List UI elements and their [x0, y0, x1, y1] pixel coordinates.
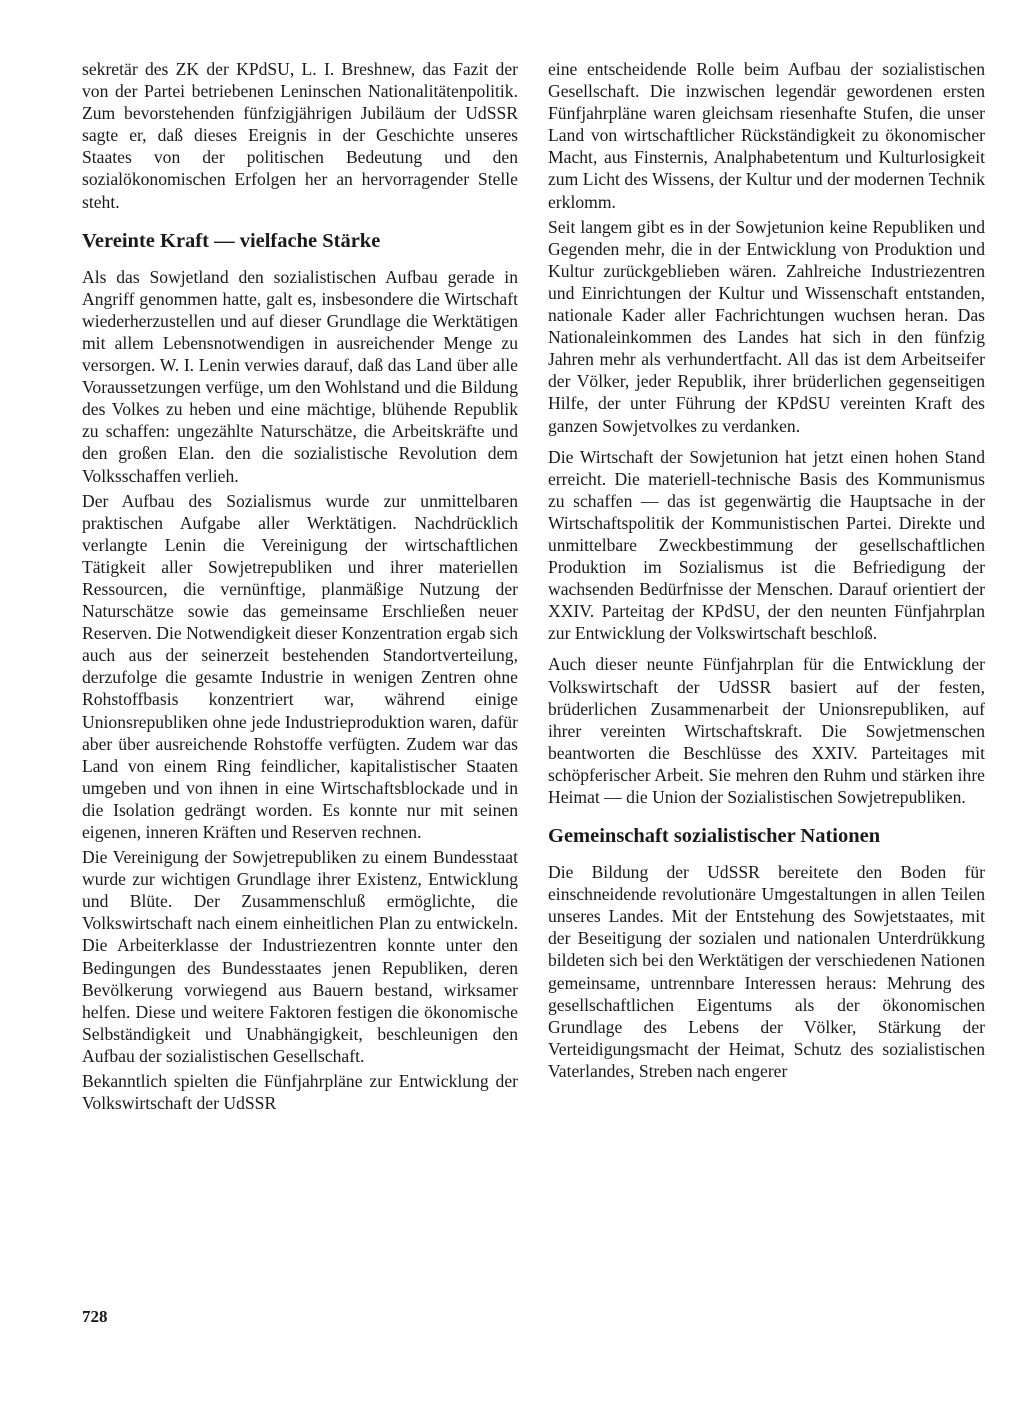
paragraph: Seit langem gibt es in der Sowjetunion keine Republiken und Gegenden mehr, die in der Entwicklung von Produktion und Kultur zurückgeblieben wären. Zahlreiche Industriezentren und Einrichtungen der Kultur und Wissenschaft entstanden, nationale Kader aller Fachrichtungen wuchsen heran. Das Nationaleinkommen des Landes hat sich in den fünfzig Jahren mehr als verhundertfacht. All das ist dem Arbeitseifer der Völker, jeder Republik, ihrer brüderlichen gegenseitigen Hilfe, der unter Führung der KPdSU vereinten Kraft des ganzen Sowjetvolkes zu verdanken.: [548, 216, 985, 436]
paragraph: Die Bildung der UdSSR bereitete den Boden für einschneidende revolutionäre Umgestaltungen in allen Teilen unseres Landes. Mit der Entstehung des Sowjetstaates, mit der Beseitigung der sozialen und nationalen Unterdrükkung bildeten sich bei den Werktätigen der verschiedenen Nationen gemeinsame, untrennbare Interessen heraus: Mehrung des gesellschaftlichen Eigentums als der ökonomischen Grundlage des Lebens der Völker, Stärkung der Verteidigungsmacht der Heimat, Schutz des sozialistischen Vaterlandes, Streben nach engerer: [548, 862, 985, 1081]
paragraph: Bekanntlich spielten die Fünfjahrpläne zur Entwicklung der Volkswirtschaft der UdSSR: [82, 1071, 518, 1114]
paragraph: Die Wirtschaft der Sowjetunion hat jetzt einen hohen Stand erreicht. Die materiell-technische Basis des Kommunismus zu schaffen — das ist gegenwärtig die Hauptsache in der Wirtschaftspolitik der Kommunistischen Partei. Direkte und unmittelbare Zweckbestimmung der gesellschaftlichen Produktion im Sozialismus ist die Befriedigung der wachsenden Bedürfnisse der Menschen. Darauf orientiert der XXIV. Parteitag der KPdSU, der den neunten Fünfjahrplan zur Entwicklung der Volkswirtschaft beschloß.: [548, 446, 985, 644]
section-heading: Gemeinschaft sozialistischer Nationen: [548, 825, 881, 848]
page-number: 728: [82, 1307, 108, 1326]
paragraph: Auch dieser neunte Fünfjahrplan für die Entwicklung der Volkswirtschaft der UdSSR basiert auf der festen, brüderlichen Zusammenarbeit der Unionsrepubliken, auf ihrer vereinten Wirtschaftskraft. Die Sowjetmenschen beantworten die Beschlüsse des XXIV. Parteitages mit schöpferischer Arbeit. Sie mehren den Ruhm und stärken ihre Heimat — die Union der Sozialistischen Sowjetrepubliken.: [548, 654, 985, 807]
left-column: [82, 58, 518, 1117]
right-column: [548, 58, 985, 1085]
paragraph: Der Aufbau des Sozialismus wurde zur unmittelbaren praktischen Aufgabe aller Werktätigen. Nachdrücklich verlangte Lenin die Vereinigung der wirtschaftlichen Tätigkeit aller Sowjetrepubliken und ihrer materiellen Ressourcen, die vernünftige, planmäßige Nutzung der Naturschätze sowie das gemeinsame Erschließen neuer Reserven. Die Notwendigkeit dieser Konzentration ergab sich auch aus der seinerzeit bestehenden Standortverteilung, derzufolge die gesamte Industrie in wenigen Zentren ohne Rohstoffbasis konzentriert war, während einige Unionsrepubliken ohne jede Industrieproduktion waren, dafür aber über ausreichende Rohstoffe verfügten. Zudem war das Land von einem Ring feindlicher, kapitalistischer Staaten umgeben und von ihnen in eine Wirtschaftsblockade und in die Isolation gedrängt worden. Es konnte nur mit seinen eigenen, inneren Kräften und Reserven rechnen.: [82, 490, 518, 842]
section-heading: Vereinte Kraft — vielfache Stärke: [82, 229, 381, 252]
paragraph: sekretär des ZK der KPdSU, L. I. Breshnew, das Fazit der von der Partei betriebenen Leninschen Nationalitätenpolitik. Zum bevorstehenden fünfzigjährigen Jubiläum der UdSSR sagte er, daß dieses Ereignis in der Geschichte unseres Staates von der politischen Bedeutung und den sozialökonomischen Erfolgen her an hervorragender Stelle steht.: [82, 59, 518, 212]
paragraph: eine entscheidende Rolle beim Aufbau der sozialistischen Gesellschaft. Die inzwischen legendär gewordenen ersten Fünfjahrpläne waren gleichsam riesenhafte Stufen, die unser Land von wirtschaftlicher Rückständigkeit zu ökonomischer Macht, aus Finsternis, Analphabetentum und Kulturlosigkeit zum Licht des Wissens, der Kultur und der modernen Technik erklomm.: [548, 59, 985, 212]
paragraph: Als das Sowjetland den sozialistischen Aufbau gerade in Angriff genommen hatte, galt es, insbesondere die Wirtschaft wiederherzustellen und auf dieser Grundlage die Werktätigen mit allem Lebensnotwendigen in ausreichender Menge zu versorgen. W. I. Lenin verwies darauf, daß das Land über alle Voraussetzungen verfüge, um den Wohlstand und die Bildung des Volkes zu heben und eine mächtige, blühende Republik zu schaffen: ungezählte Naturschätze, die Arbeitskräfte und den großen Elan. den die sozialistische Revolution dem Volksschaffen verlieh.: [82, 266, 518, 486]
paragraph: Die Vereinigung der Sowjetrepubliken zu einem Bundesstaat wurde zur wichtigen Grundlage ihrer Existenz, Entwicklung und Blüte. Der Zusammenschluß ermöglichte, die Volkswirtschaft nach einem einheitlichen Plan zu entwickeln. Die Arbeiterklasse der Industriezentren konnte unter den Bedingungen des Bundesstaates jenen Republiken, deren Bevölkerung vorwiegend aus Bauern bestand, wirksamer helfen. Diese und weitere Faktoren festigen die ökonomische Selbständigkeit und Unabhängigkeit, beschleunigen den Aufbau der sozialistischen Gesellschaft.: [82, 847, 518, 1066]
